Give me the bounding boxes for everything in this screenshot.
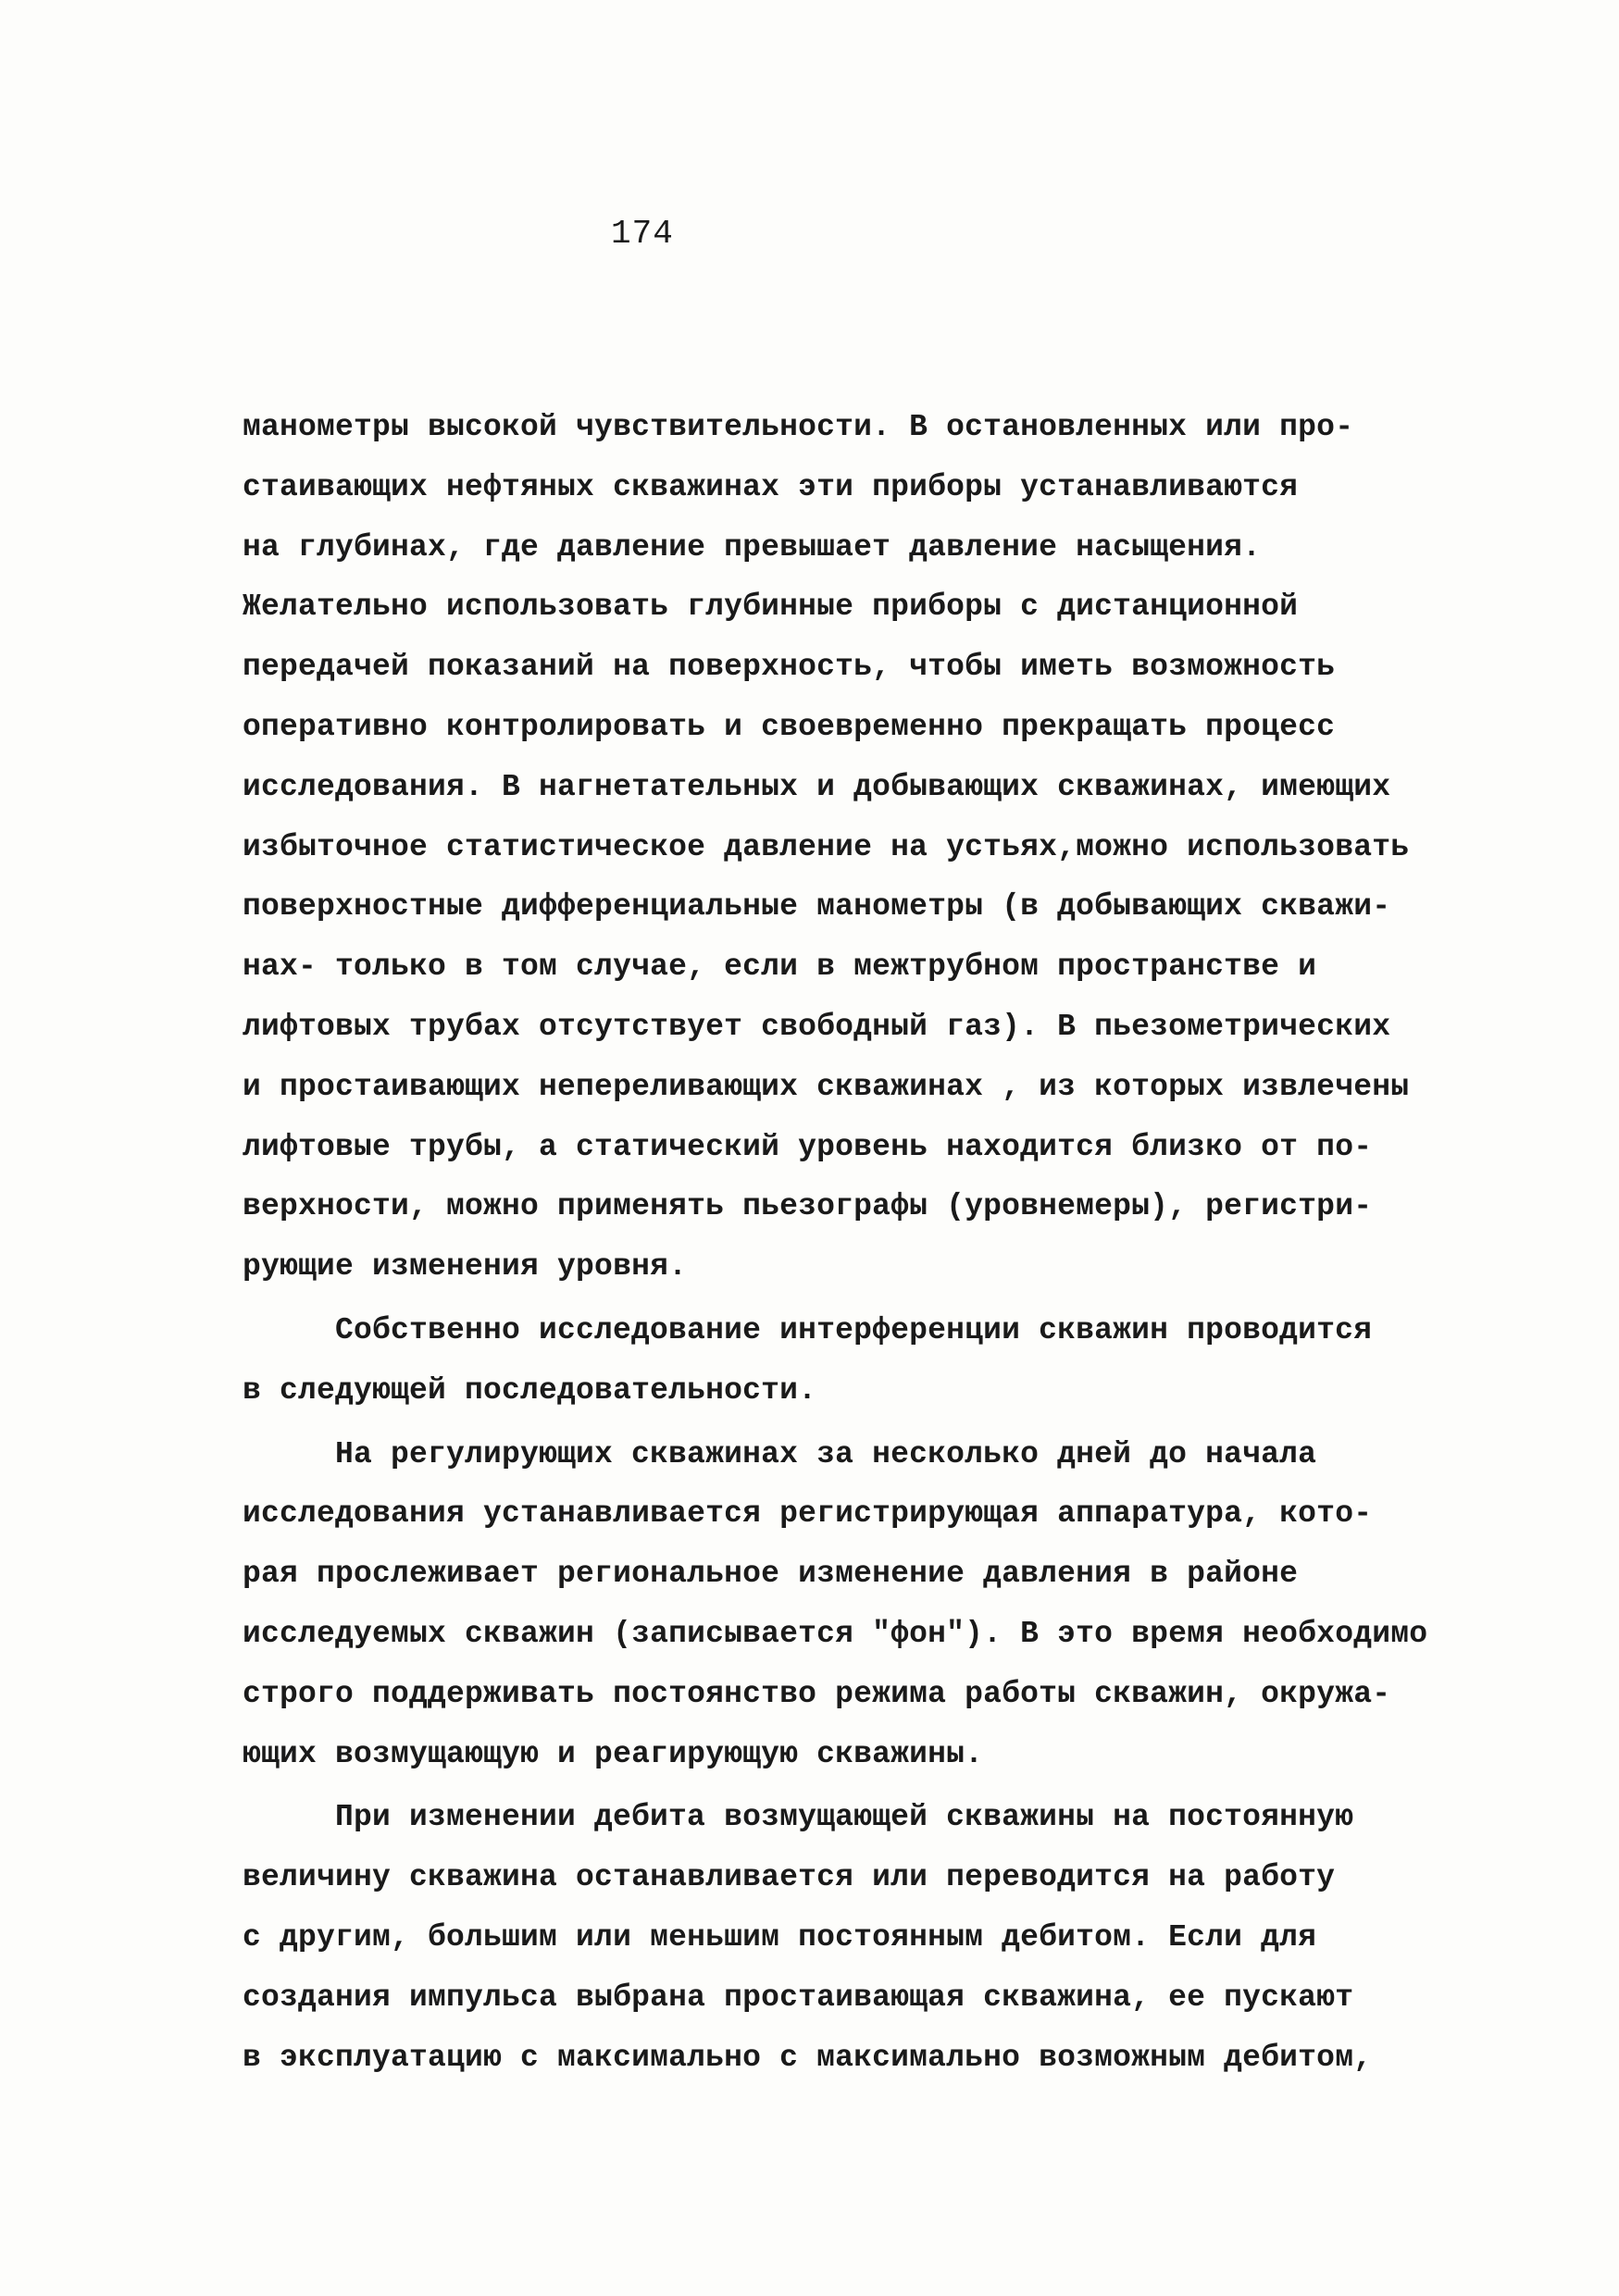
text-line: передачей показаний на поверхность, чтобы иметь возможность bbox=[243, 650, 1336, 685]
text-line: строго поддерживать постоянство режима работы скважин, окружа- bbox=[243, 1676, 1391, 1711]
text-line: на глубинах, где давление превышает давление насыщения. bbox=[243, 529, 1262, 565]
text-line: величину скважина останавливается или переводится на работу bbox=[243, 1860, 1336, 1895]
text-line: исследуемых скважин (записывается "фон"). В это время необходимо bbox=[243, 1616, 1428, 1651]
text-line: манометры высокой чувствительности. В остановленных или про- bbox=[243, 410, 1354, 444]
text-line: избыточное статистическое давление на устьях,можно использовать bbox=[243, 829, 1410, 864]
text-line: рующие изменения уровня. bbox=[243, 1249, 688, 1285]
text-line: в эксплуатацию с максимально с максимально возможным дебитом, bbox=[243, 2040, 1373, 2075]
text-line: ющих возмущающую и реагирующую скважины. bbox=[243, 1736, 984, 1771]
paragraph-start-line: На регулирующих скважинах за несколько дней до начала bbox=[335, 1436, 1317, 1471]
paragraph-start-line: Собственно исследование интерференции скважин проводится bbox=[335, 1312, 1373, 1347]
text-line: поверхностные дифференциальные манометры (в добывающих скважи- bbox=[243, 889, 1391, 925]
text-line: исследования устанавливается регистрирующая аппаратура, кото- bbox=[243, 1496, 1373, 1532]
text-line: с другим, большим или меньшим постоянным дебитом. Если для bbox=[243, 1919, 1317, 1955]
text-line: в следующей последовательности. bbox=[243, 1372, 817, 1408]
body-text bbox=[243, 398, 1446, 2088]
paragraph-start-line: При изменении дебита возмущающей скважины на постоянную bbox=[335, 1800, 1354, 1835]
text-line: верхности, можно применять пьезографы (уровнемеры), регистри- bbox=[243, 1189, 1373, 1224]
text-line: Желательно использовать глубинные приборы с дистанционной bbox=[243, 590, 1299, 625]
text-line: рая прослеживает региональное изменение давления в районе bbox=[243, 1557, 1299, 1592]
text-line: создания импульса выбрана простаивающая скважина, ее пускают bbox=[243, 1980, 1354, 2015]
text-line: оперативно контролировать и своевременно прекращать процесс bbox=[243, 709, 1336, 744]
text-line: стаивающих нефтяных скважинах эти приборы устанавливаются bbox=[243, 469, 1299, 504]
text-line: исследования. В нагнетательных и добывающих скважинах, имеющих bbox=[243, 769, 1391, 804]
text-line: лифтовые трубы, а статический уровень находится близко от по- bbox=[243, 1129, 1373, 1164]
text-line: лифтовых трубах отсутствует свободный газ). В пьезометрических bbox=[243, 1009, 1391, 1044]
text-line: нах- только в том случае, если в межтрубном пространстве и bbox=[243, 949, 1317, 985]
text-line: и простаивающих непереливающих скважинах , из которых извлечены bbox=[243, 1069, 1410, 1104]
page-number: 174 bbox=[611, 215, 674, 253]
